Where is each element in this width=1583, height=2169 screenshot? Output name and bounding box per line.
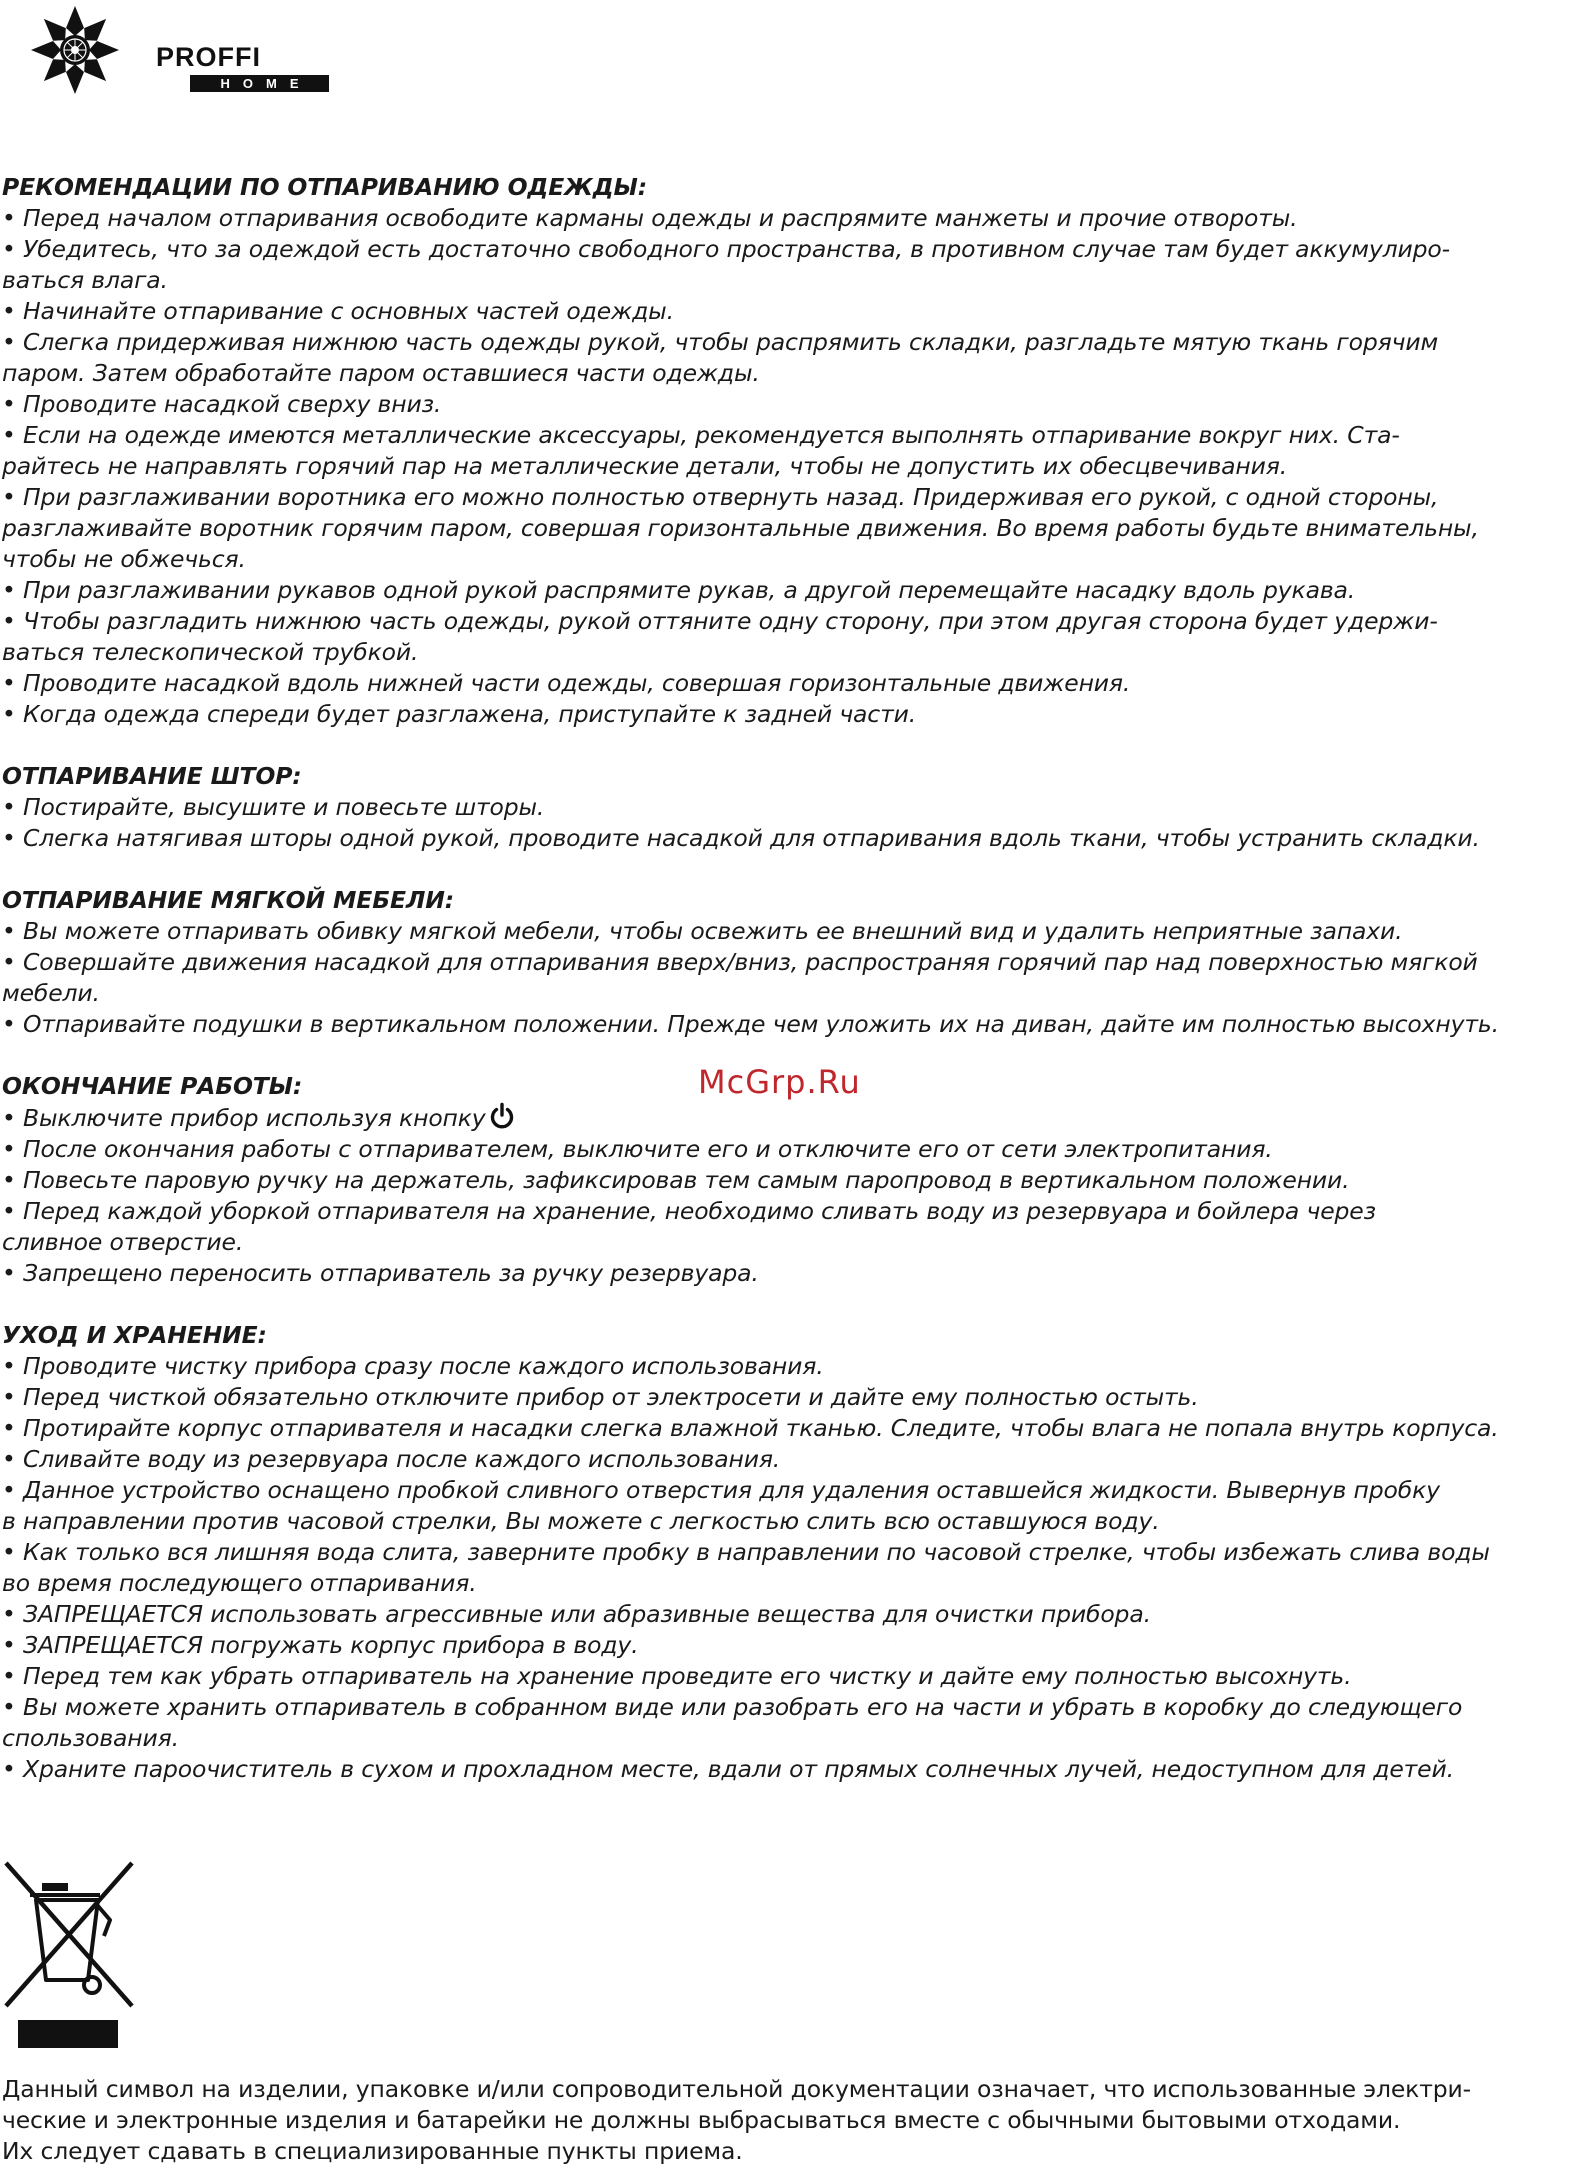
brand-subtitle: HOME (190, 75, 329, 92)
text-line: паром. Затем обработайте паром оставшиеся части одежды. (2, 359, 760, 387)
text-line: • Убедитесь, что за одеждой есть достаточно свободного пространства, в противном случае там будет аккумулиро- (2, 235, 1450, 263)
text-line: • Постирайте, высушите и повесьте шторы. (2, 793, 545, 821)
text-line: • Запрещено переносить отпариватель за ручку резервуара. (2, 1259, 759, 1287)
text-line: • Вы можете хранить отпариватель в собранном виде или разобрать его на части и убрать в коробку до следующего (2, 1693, 1463, 1721)
text-line: • Данное устройство оснащено пробкой сливного отверстия для удаления оставшейся жидкости. Вывернув пробку (2, 1476, 1440, 1504)
section-care-and-storage (2, 1320, 1578, 1785)
text-line: • Проводите чистку прибора сразу после каждого использования. (2, 1352, 824, 1380)
text-line: • Совершайте движения насадкой для отпаривания вверх/вниз, распространяя горячий пар над поверхностью мягкой (2, 948, 1478, 976)
text-line: в направлении против часовой стрелки, Вы можете с легкостью слить всю оставшуюся воду. (2, 1507, 1160, 1535)
section-heading: РЕКОМЕНДАЦИИ ПО ОТПАРИВАНИЮ ОДЕЖДЫ: (2, 173, 647, 201)
section-end-of-work (2, 1071, 1578, 1289)
section-garment-steaming (2, 172, 1578, 730)
text-line: • Протирайте корпус отпаривателя и насадки слегка влажной тканью. Следите, чтобы влага не попала внутрь корпуса. (2, 1414, 1499, 1442)
text-line: • ЗАПРЕЩАЕТСЯ использовать агрессивные или абразивные вещества для очистки прибора. (2, 1600, 1151, 1628)
text-line: • Перед тем как убрать отпариватель на хранение проведите его чистку и дайте ему полностью высохнуть. (2, 1662, 1352, 1690)
text-line: • Храните пароочиститель в сухом и прохладном месте, вдали от прямых солнечных лучей, недоступном для детей. (2, 1755, 1454, 1783)
text-line: мебели. (2, 979, 100, 1007)
text-line: • Если на одежде имеются металлические аксессуары, рекомендуется выполнять отпаривание вокруг них. Ста- (2, 421, 1400, 449)
text-line: Их следует сдавать в специализированные пункты приема. (2, 2137, 743, 2165)
text-line: • Вы можете отпаривать обивку мягкой мебели, чтобы освежить ее внешний вид и удалить неприятные запахи. (2, 917, 1403, 945)
text-line: • Перед началом отпаривания освободите карманы одежды и распрямите манжеты и прочие отвороты. (2, 204, 1298, 232)
text-line: • Перед чисткой обязательно отключите прибор от электросети и дайте ему полностью остыть. (2, 1383, 1199, 1411)
document-body (2, 172, 1578, 1816)
brand-logo (5, 4, 325, 96)
section-heading: ОТПАРИВАНИЕ ШТОР: (2, 762, 302, 790)
section-heading: УХОД И ХРАНЕНИЕ: (2, 1321, 267, 1349)
text-line: • Отпаривайте подушки в вертикальном положении. Прежде чем уложить их на диван, дайте им полностью высохнуть. (2, 1010, 1499, 1038)
text-line: • При разглаживании рукавов одной рукой распрямите рукав, а другой перемещайте насадку вдоль рукава. (2, 576, 1356, 604)
section-heading: ОКОНЧАНИЕ РАБОТЫ: (2, 1072, 303, 1100)
disposal-notice (2, 2074, 1578, 2167)
text-line: • При разглаживании воротника его можно полностью отвернуть назад. Придерживая его рукой, с одной стороны, (2, 483, 1439, 511)
text-line: • Когда одежда спереди будет разглажена, приступайте к задней части. (2, 700, 917, 728)
text-line: ческие и электронные изделия и батарейки не должны выбрасываться вместе с обычными бытовыми отходами. (2, 2106, 1401, 2134)
weee-symbol (0, 1858, 140, 2048)
text-line: • ЗАПРЕЩАЕТСЯ погружать корпус прибора в воду. (2, 1631, 639, 1659)
text-line: • Проводите насадкой сверху вниз. (2, 390, 442, 418)
star-flower-logo-icon (5, 4, 145, 96)
text-line: разглаживайте воротник горячим паром, совершая горизонтальные движения. Во время работы будьте внимательны, (2, 514, 1479, 542)
text-line: • Перед каждой уборкой отпаривателя на хранение, необходимо сливать воду из резервуара и бойлера через (2, 1197, 1376, 1225)
text-line: ваться влага. (2, 266, 168, 294)
text-line: • Сливайте воду из резервуара после каждого использования. (2, 1445, 781, 1473)
text-line: • Чтобы разгладить нижнюю часть одежды, рукой оттяните одну сторону, при этом другая сторона будет удержи- (2, 607, 1438, 635)
text-line: • Слегка придерживая нижнюю часть одежды рукой, чтобы распрямить складки, разгладьте мятую ткань горячим (2, 328, 1439, 356)
text-line: сливное отверстие. (2, 1228, 244, 1256)
text-line: • Проводите насадкой вдоль нижней части одежды, совершая горизонтальные движения. (2, 669, 1131, 697)
text-line-with-icon (2, 1102, 1578, 1134)
crossed-out-wheelie-bin-icon (0, 1858, 140, 2048)
text-line: райтесь не направлять горячий пар на металлические детали, чтобы не допустить их обесцвечивания. (2, 452, 1288, 480)
text-line: Данный символ на изделии, упаковке и/или сопроводительной документации означает, что использованные электри- (2, 2075, 1471, 2103)
watermark: McGrp.Ru (698, 1063, 861, 1101)
section-heading: ОТПАРИВАНИЕ МЯГКОЙ МЕБЕЛИ: (2, 886, 454, 914)
text-line: • Начинайте отпаривание с основных частей одежды. (2, 297, 674, 325)
text-line: • Выключите прибор используя кнопку (2, 1104, 486, 1132)
section-curtain-steaming (2, 761, 1578, 854)
text-line: чтобы не обжечься. (2, 545, 246, 573)
text-line: • Как только вся лишняя вода слита, заверните пробку в направлении по часовой стрелке, чтобы избежать слива воды (2, 1538, 1490, 1566)
brand-name: PROFFI (156, 42, 261, 72)
text-line: во время последующего отпаривания. (2, 1569, 477, 1597)
text-line: спользования. (2, 1724, 179, 1752)
text-line: • Повесьте паровую ручку на держатель, зафиксировав тем самым паропровод в вертикальном положении. (2, 1166, 1350, 1194)
power-button-icon (488, 1102, 516, 1130)
text-line: ваться телескопической трубкой. (2, 638, 419, 666)
text-line: • Слегка натягивая шторы одной рукой, проводите насадкой для отпаривания вдоль ткани, чтобы устранить складки. (2, 824, 1480, 852)
section-furniture-steaming (2, 885, 1578, 1040)
text-line: • После окончания работы с отпаривателем, выключите его и отключите его от сети электропитания. (2, 1135, 1273, 1163)
